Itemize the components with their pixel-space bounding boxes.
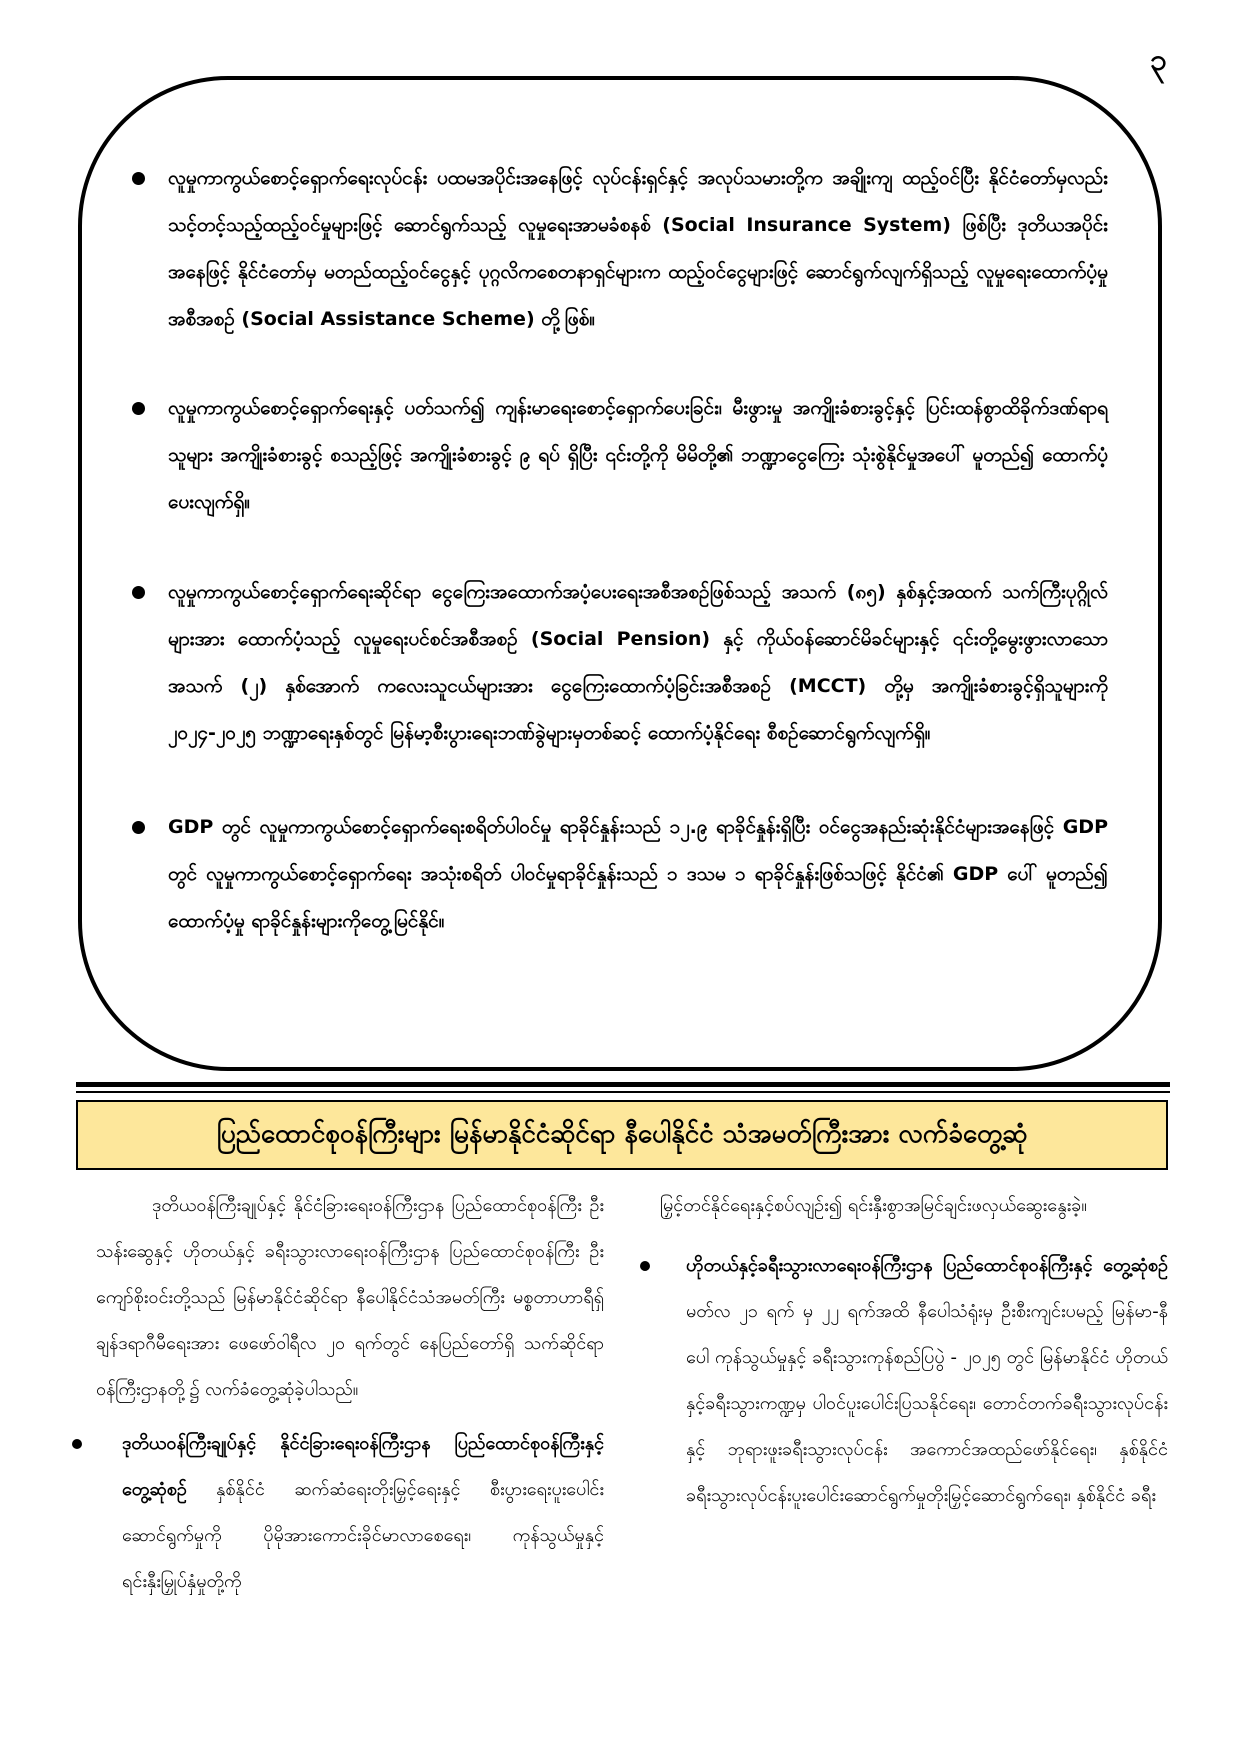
article-headline <box>76 1100 1168 1170</box>
divider <box>76 1091 1170 1093</box>
summary-list <box>168 155 1108 945</box>
list-item <box>660 1243 1168 1519</box>
bullet-icon <box>72 1439 82 1449</box>
divider <box>76 1082 1170 1087</box>
bullet-text: မတ်လ ၂၁ ရက် မှ ၂၂ ရက်အထိ နီပေါသံရုံးမှ ဦးစီးကျင်းပမည့် မြန်မာ-နီပေါ ကုန်သွယ်မှုနှင့် ခရီးသွားကုန်စည်ပြပွဲ - ၂၀၂၅ တွင် မြန်မာနိုင်ငံ ဟိုတယ်နှင့်ခရီးသွားကဏ္ဍမှ ပါဝင်ပူးပေါင်းပြသနိုင်ရေး၊ တောင်တက်ခရီးသွားလုပ်ငန်းနှင့် ဘုရားဖူးခရီးသွားလုပ်ငန်း အကောင်အထည်ဖော်နိုင်ရေး၊ နှစ်နိုင်ငံ ခရီးသွားလုပ်ငန်းပူးပေါင်းဆောင်ရွက်မှုတိုးမြှင့်ဆောင်ရွက်ရေး၊ နှစ်နိုင်ငံ ခရီး <box>686 1301 1168 1506</box>
article-intro: ဒုတိယဝန်ကြီးချုပ်နှင့် နိုင်ငံခြားရေးဝန်ကြီးဌာန ပြည်ထောင်စုဝန်ကြီး ဦးသန်းဆွေနှင့် ဟိုတယ်နှင့် ခရီးသွားလာရေးဝန်ကြီးဌာန ပြည်ထောင်စုဝန်ကြီး ဦးကျော်စိုးဝင်းတို့သည် မြန်မာနိုင်ငံဆိုင်ရာ နီပေါနိုင်ငံသံအမတ်ကြီး မစ္စတာဟာရီရှ် ချန်ဒရာဂီမီရေးအား ဖေဖော်ဝါရီလ ၂၀ ရက်တွင် နေပြည်တော်ရှိ သက်ဆိုင်ရာဝန်ကြီးဌာနတို့၌ လက်ခံတွေ့ဆုံခဲ့ပါသည်။ <box>96 1195 604 1400</box>
list-item: GDP တွင် လူမှုကာကွယ်စောင့်ရှောက်ရေးစရိတ်ပါဝင်မှု ရာခိုင်နှုန်းသည် ၁၂.၉ ရာခိုင်နှုန်းရှိပြီး ဝင်ငွေအနည်းဆုံးနိုင်ငံများအနေဖြင့် GDP တွင် လူမှုကာကွယ်စောင့်ရှောက်ရေး အသုံးစရိတ် ပါဝင်မှုရာခိုင်နှုန်းသည် ၁ ဒသမ ၁ ရာခိုင်နှုန်းဖြစ်သဖြင့် နိုင်ငံ၏ GDP ပေါ် မူတည်၍ ထောက်ပံ့မှု ရာခိုင်နှုန်းများကိုတွေ့မြင်နိုင်။ <box>168 804 1108 945</box>
list-item: လူမှုကာကွယ်စောင့်ရှောက်ရေးလုပ်ငန်း ပထမအပိုင်းအနေဖြင့် လုပ်ငန်းရှင်နှင့် အလုပ်သမားတို့က အချိုးကျ ထည့်ဝင်ပြီး နိုင်ငံတော်မှလည်း သင့်တင့်သည့်ထည့်ဝင်မှုများဖြင့် ဆောင်ရွက်သည့် လူမှုရေးအာမခံစနစ် (Social Insurance System) ဖြစ်ပြီး ဒုတိယအပိုင်းအနေဖြင့် နိုင်ငံတော်မှ မတည်ထည့်ဝင်ငွေနှင့် ပုဂ္ဂလိကစေတနာရှင်များက ထည့်ဝင်ငွေများဖြင့် ဆောင်ရွက်လျက်ရှိသည့် လူမှုရေးထောက်ပံ့မှုအစီအစဉ် (Social Assistance Scheme) တို့ဖြစ်။ <box>168 155 1108 343</box>
list-item <box>96 1421 604 1605</box>
list-item: လူမှုကာကွယ်စောင့်ရှောက်ရေးနှင့် ပတ်သက်၍ ကျန်းမာရေးစောင့်ရှောက်ပေးခြင်း၊ မီးဖွားမှု အကျိုးခံစားခွင့်နှင့် ပြင်းထန်စွာထိခိုက်ဒဏ်ရာရသူများ အကျိုးခံစားခွင့် စသည့်ဖြင့် အကျိုးခံစားခွင့် ၉ ရပ် ရှိပြီး ၎င်းတို့ကို မိမိတို့၏ ဘဏ္ဍာငွေကြေး သုံးစွဲနိုင်မှုအပေါ် မူတည်၍ ထောက်ပံ့ပေးလျက်ရှိ။ <box>168 385 1108 526</box>
headline-text: ပြည်ထောင်စုဝန်ကြီးများ မြန်မာနိုင်ငံဆိုင်ရာ နီပေါနိုင်ငံ သံအမတ်ကြီးအား လက်ခံတွေ့ဆုံ <box>216 1118 1028 1149</box>
bullet-icon <box>132 402 145 415</box>
bullet-heading: ဟိုတယ်နှင့်ခရီးသွားလာရေးဝန်ကြီးဌာန ပြည်ထောင်စုဝန်ကြီးနှင့် တွေ့ဆုံစဉ် <box>686 1255 1168 1276</box>
bullet-text: နှစ်နိုင်ငံ ဆက်ဆံရေးတိုးမြှင့်ရေးနှင့် စီးပွားရေးပူးပေါင်းဆောင်ရွက်မှုကို ပိုမိုအားကောင်းခိုင်မာလာစေရေး၊ ကုန်သွယ်မှုနှင့် ရင်းနှီးမြှုပ်နှံမှုတို့ကို <box>122 1479 604 1592</box>
bullet-icon <box>132 172 145 185</box>
bullet-heading: ဒုတိယဝန်ကြီးချုပ်နှင့် နိုင်ငံခြားရေးဝန်ကြီးဌာန ပြည်ထောင်စုဝန်ကြီးနှင့်တွေ့ဆုံစဉ် <box>122 1433 604 1500</box>
article-column-left <box>96 1183 604 1605</box>
list-item: လူမှုကာကွယ်စောင့်ရှောက်ရေးဆိုင်ရာ ငွေကြေးအထောက်အပံ့ပေးရေးအစီအစဉ်ဖြစ်သည့် အသက် (၈၅) နှစ်နှင့်အထက် သက်ကြီးပုဂ္ဂိုလ်များအား ထောက်ပံ့သည့် လူမှုရေးပင်စင်အစီအစဉ် (Social Pension) နှင့် ကိုယ်ဝန်ဆောင်မိခင်များနှင့် ၎င်းတို့မွေးဖွားလာသော အသက် (၂) နှစ်အောက် ကလေးသူငယ်များအား ငွေကြေးထောက်ပံ့ခြင်းအစီအစဉ် (MCCT) တို့မှ အကျိုးခံစားခွင့်ရှိသူများကို ၂၀၂၄-၂၀၂၅ ဘဏ္ဍာရေးနှစ်တွင် မြန်မာ့စီးပွားရေးဘဏ်ခွဲများမှတစ်ဆင့် ထောက်ပံ့နိုင်ရေး စီစဉ်ဆောင်ရွက်လျက်ရှိ။ <box>168 569 1108 757</box>
article-continuation: မြှင့်တင်နိုင်ရေးနှင့်စပ်လျဉ်း၍ ရင်းနှီးစွာအမြင်ချင်းဖလှယ်ဆွေးနွေးခဲ့။ <box>660 1195 1087 1216</box>
article-column-right <box>660 1183 1168 1519</box>
bullet-icon <box>132 821 145 834</box>
bullet-icon <box>132 586 145 599</box>
page-number: ၃ <box>1150 43 1168 78</box>
bullet-icon <box>640 1261 650 1271</box>
